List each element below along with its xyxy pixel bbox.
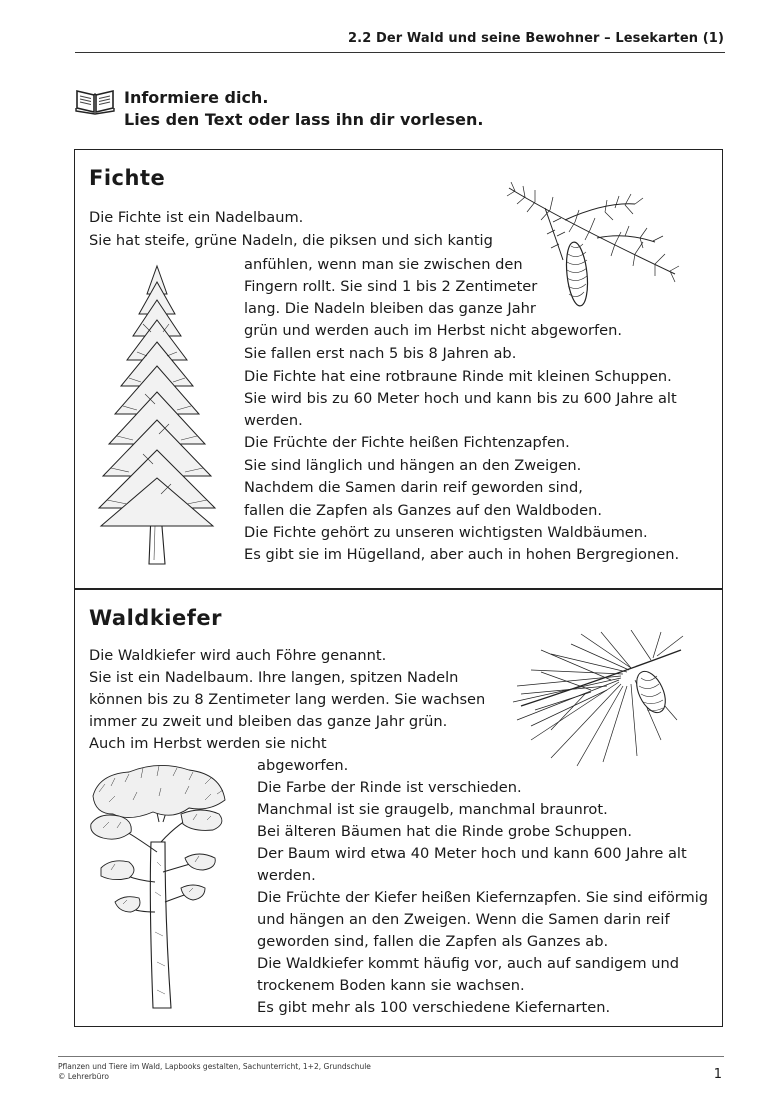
kiefer-line: geworden sind, fallen die Zapfen als Ganzes ab. xyxy=(257,933,609,950)
fichte-line: anfühlen, wenn man sie zwischen den xyxy=(244,256,523,273)
fichte-line: Die Früchte der Fichte heißen Fichtenzapfen. xyxy=(244,434,570,451)
footer-line-1: Pflanzen und Tiere im Wald, Lapbooks gestalten, Sachunterricht, 1+2, Grundschule xyxy=(58,1062,371,1071)
kiefer-line: Es gibt mehr als 100 verschiedene Kiefernarten. xyxy=(257,999,611,1016)
fichte-line: Sie fallen erst nach 5 bis 8 Jahren ab. xyxy=(244,345,517,362)
fichte-line: Nachdem die Samen darin reif geworden sind, xyxy=(244,479,583,496)
kiefer-line: können bis zu 8 Zentimeter lang werden. Sie wachsen xyxy=(89,691,486,708)
kiefer-line: Sie ist ein Nadelbaum. Ihre langen, spitzen Nadeln xyxy=(89,669,459,686)
card-title-fichte: Fichte xyxy=(89,166,166,190)
kiefer-line: Die Waldkiefer kommt häufig vor, auch auf sandigem und xyxy=(257,955,679,972)
kiefer-line: trockenem Boden kann sie wachsen. xyxy=(257,977,525,994)
page-number: 1 xyxy=(713,1067,722,1082)
fichte-line: Sie wird bis zu 60 Meter hoch und kann bis zu 600 Jahre alt xyxy=(244,390,677,407)
fichte-line: Die Fichte ist ein Nadelbaum. xyxy=(89,209,304,226)
open-book-icon xyxy=(74,84,116,116)
fichte-line: Die Fichte gehört zu unseren wichtigsten Waldbäumen. xyxy=(244,524,648,541)
fichte-line: Sie hat steife, grüne Nadeln, die piksen und sich kantig xyxy=(89,232,493,249)
footer-credits xyxy=(58,1062,371,1082)
spruce-branch-icon xyxy=(505,182,681,310)
pine-branch-icon xyxy=(511,630,685,770)
kiefer-line: Der Baum wird etwa 40 Meter hoch und kann 600 Jahre alt xyxy=(257,845,687,862)
instruction-text xyxy=(124,87,483,131)
fichte-line: fallen die Zapfen als Ganzes auf den Waldboden. xyxy=(244,502,603,519)
kiefer-line: Bei älteren Bäumen hat die Rinde grobe Schuppen. xyxy=(257,823,632,840)
kiefer-line: und hängen an den Zweigen. Wenn die Samen darin reif xyxy=(257,911,670,928)
fichte-line: Die Fichte hat eine rotbraune Rinde mit kleinen Schuppen. xyxy=(244,368,672,385)
instruction-line-1: Informiere dich. xyxy=(124,88,269,107)
kiefer-line: immer zu zweit und bleiben das ganze Jahr grün. xyxy=(89,713,448,730)
fichte-line: Fingern rollt. Sie sind 1 bis 2 Zentimeter xyxy=(244,278,538,295)
pine-tree-icon xyxy=(89,762,229,1012)
card-fichte xyxy=(74,149,723,589)
footer-line-2: © Lehrerbüro xyxy=(58,1072,109,1081)
instruction-line-2: Lies den Text oder lass ihn dir vorlesen. xyxy=(124,110,484,129)
spruce-tree-icon xyxy=(93,264,221,568)
fichte-line: grün und werden auch im Herbst nicht abgeworfen. xyxy=(244,322,623,339)
kiefer-line: Manchmal ist sie graugelb, manchmal braunrot. xyxy=(257,801,608,818)
kiefer-line: Auch im Herbst werden sie nicht xyxy=(89,735,327,752)
kiefer-line: abgeworfen. xyxy=(257,757,349,774)
fichte-line: lang. Die Nadeln bleiben das ganze Jahr xyxy=(244,300,536,317)
fichte-line: Es gibt sie im Hügelland, aber auch in hohen Bergregionen. xyxy=(244,546,680,563)
card-title-waldkiefer: Waldkiefer xyxy=(89,606,222,630)
header-divider xyxy=(75,52,725,53)
footer-divider xyxy=(58,1056,724,1057)
kiefer-line: Die Früchte der Kiefer heißen Kiefernzapfen. Sie sind eiförmig xyxy=(257,889,709,906)
kiefer-line: Die Waldkiefer wird auch Föhre genannt. xyxy=(89,647,387,664)
card-waldkiefer xyxy=(74,589,723,1027)
fichte-line: werden. xyxy=(244,412,303,429)
fichte-line: Sie sind länglich und hängen an den Zweigen. xyxy=(244,457,582,474)
page-header-title: 2.2 Der Wald und seine Bewohner – Lesekarten (1) xyxy=(348,31,724,46)
kiefer-line: werden. xyxy=(257,867,316,884)
kiefer-line: Die Farbe der Rinde ist verschieden. xyxy=(257,779,522,796)
